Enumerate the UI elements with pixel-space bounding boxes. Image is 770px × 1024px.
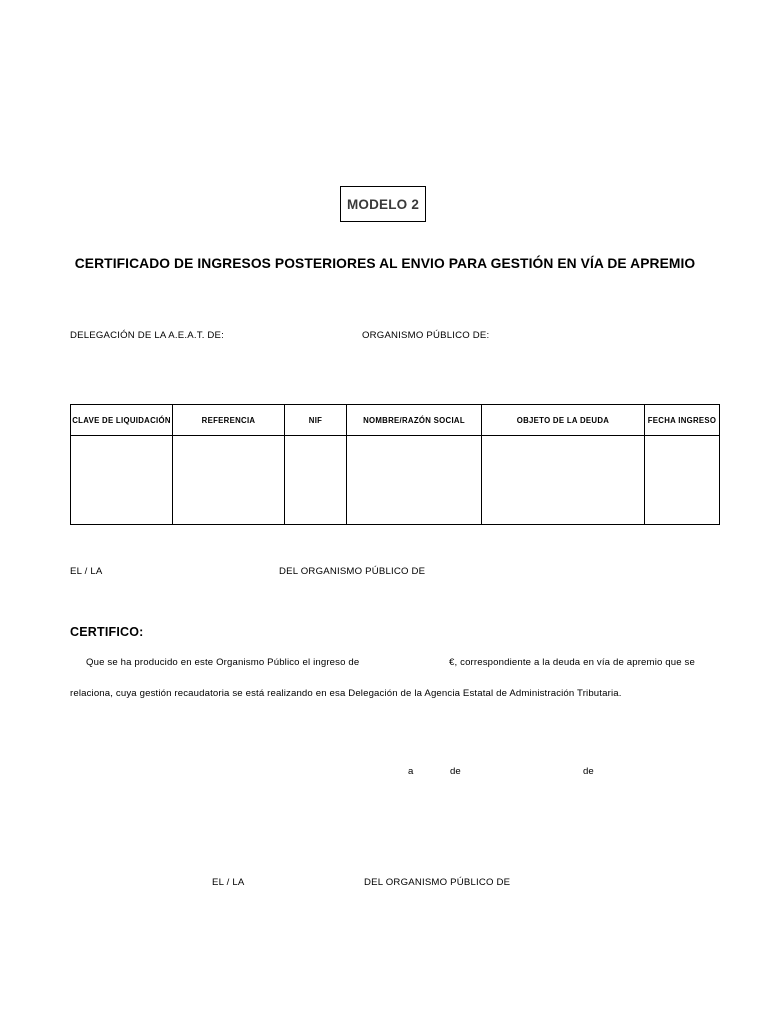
table-header-cell: NIF	[285, 405, 347, 436]
table-cell-referencia[interactable]	[173, 436, 285, 525]
certifico-paragraph-line2: relaciona, cuya gestión recaudatoria se está realizando en esa Delegación de la Agencia Estatal de Administración Tributaria.	[70, 688, 622, 699]
table-cell-nombre[interactable]	[347, 436, 482, 525]
model-badge-label: MODELO 2	[346, 196, 420, 212]
table-header-cell: OBJETO DE LA DEUDA	[482, 405, 645, 436]
delegacion-label: DELEGACIÓN DE LA A.E.A.T. DE:	[70, 330, 225, 341]
certifico-paragraph-part2: €, correspondiente a la deuda en vía de apremio que se	[449, 657, 695, 668]
organismo-publico-label-middle: DEL ORGANISMO PÚBLICO DE	[279, 566, 426, 577]
certifico-heading: CERTIFICO:	[70, 625, 144, 639]
table-header-cell: CLAVE DE LIQUIDACIÓN	[71, 405, 173, 436]
date-connector-de-2: de	[583, 766, 594, 777]
certifico-paragraph-part1: Que se ha producido en este Organismo Público el ingreso de	[86, 657, 360, 668]
organismo-publico-label-signature: DEL ORGANISMO PÚBLICO DE	[364, 877, 511, 888]
el-la-label-middle: EL / LA	[70, 566, 103, 577]
table-cell-nif[interactable]	[285, 436, 347, 525]
deuda-table	[70, 404, 720, 525]
table-cell-fecha[interactable]	[645, 436, 720, 525]
table-row	[71, 436, 720, 525]
page-title: CERTIFICADO DE INGRESOS POSTERIORES AL ENVIO PARA GESTIÓN EN VÍA DE APREMIO	[74, 256, 696, 271]
table-cell-objeto[interactable]	[482, 436, 645, 525]
date-connector-a: a	[408, 766, 414, 777]
table-header-cell: FECHA INGRESO	[645, 405, 720, 436]
table-header-cell: REFERENCIA	[173, 405, 285, 436]
organismo-publico-label: ORGANISMO PÚBLICO DE:	[362, 330, 490, 341]
table-header-row	[71, 405, 720, 436]
el-la-label-signature: EL / LA	[212, 877, 245, 888]
table-cell-clave[interactable]	[71, 436, 173, 525]
model-badge	[340, 186, 426, 222]
date-connector-de-1: de	[450, 766, 461, 777]
table-header-cell: NOMBRE/RAZÓN SOCIAL	[347, 405, 482, 436]
